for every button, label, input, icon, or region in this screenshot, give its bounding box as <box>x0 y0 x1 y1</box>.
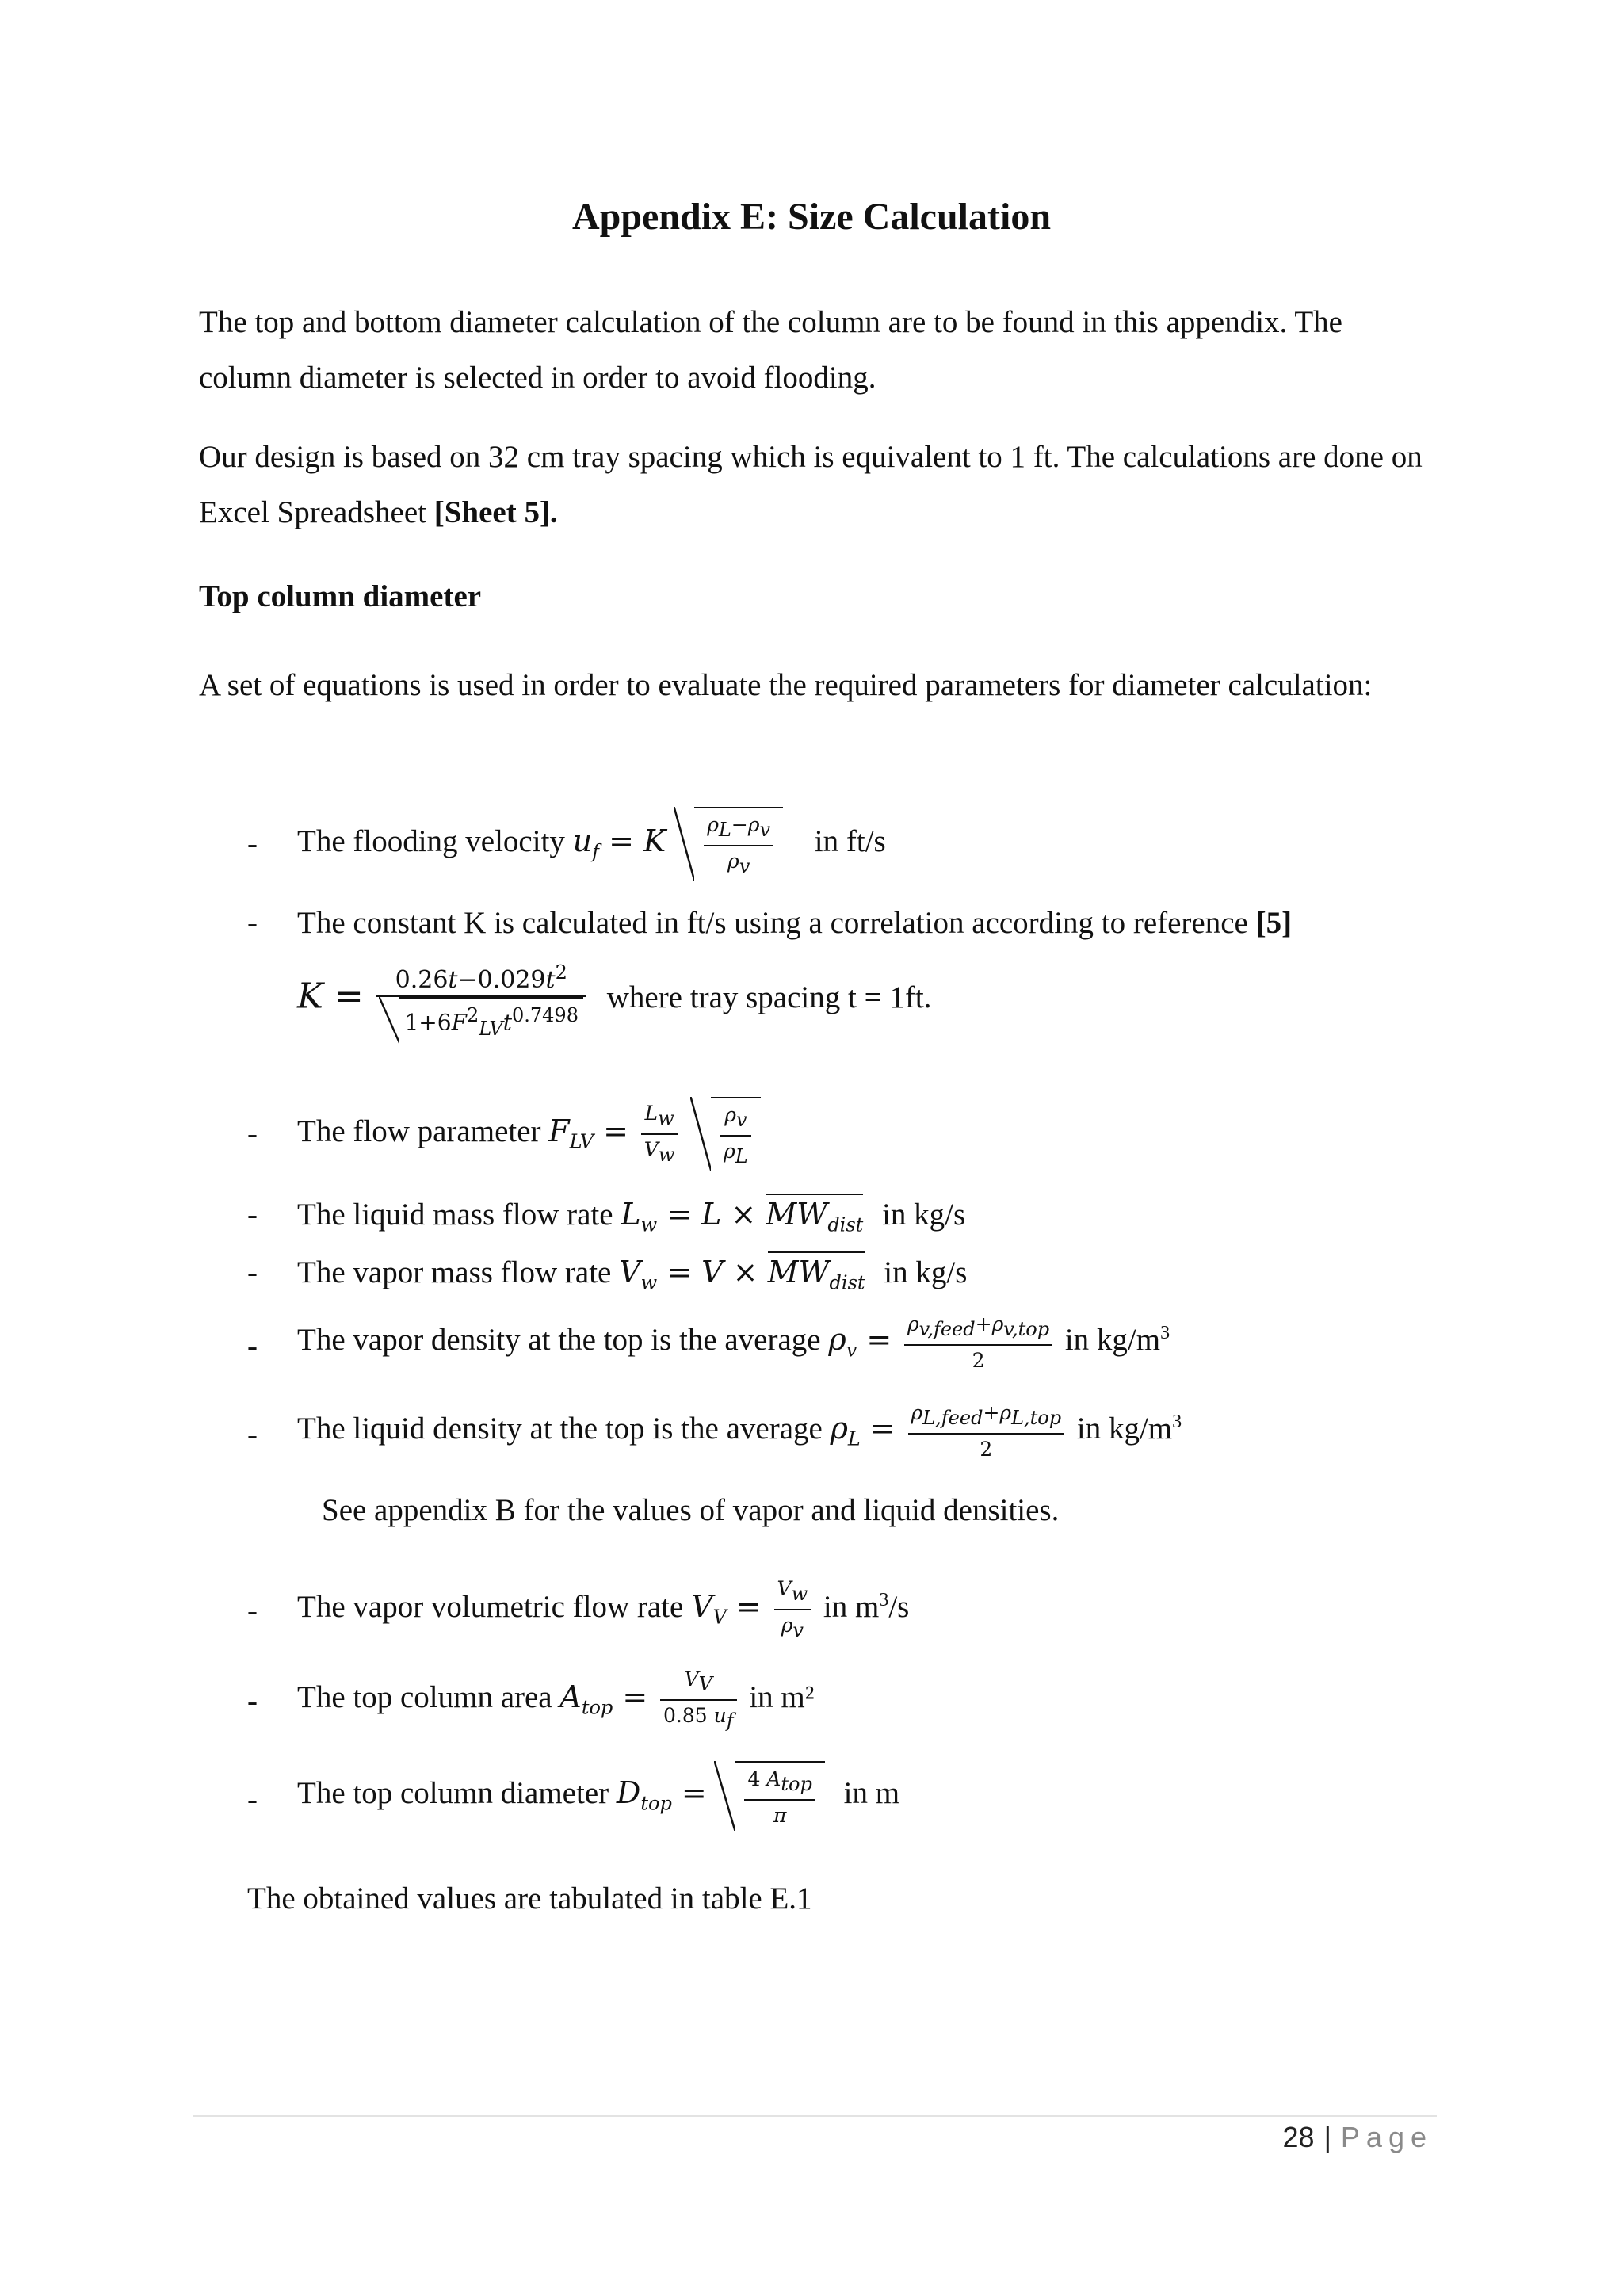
page-title: Appendix E: Size Calculation <box>571 196 1052 238</box>
flooding-velocity-unit: in ft/s <box>814 823 886 858</box>
vapor-mass-flow-label: The vapor mass flow rate <box>297 1255 612 1289</box>
top-diameter-unit: in m <box>843 1775 900 1810</box>
k-formula-note: where tray spacing t = 1ft. <box>606 980 932 1015</box>
vapor-volumetric-line <box>297 1574 909 1645</box>
bullet-dash: - <box>247 1255 258 1289</box>
intro-paragraph-2 <box>199 430 1435 541</box>
equations-intro: A set of equations is used in order to evaluate the required parameters for diameter calculation: <box>199 668 1373 702</box>
bullet-dash: - <box>247 827 258 861</box>
sqrt-symbol: $\frac{4 A_{top}}{\pi}$ <box>714 1761 824 1831</box>
k-fraction: $\frac{0.26t-0.029t^2}{1+6F^2_{LV}t^{0.7498}}$ <box>376 957 586 1044</box>
vapor-mass-flow-unit: in kg/s <box>884 1255 968 1289</box>
bullet-dash: - <box>247 1782 258 1817</box>
bullet-dash: - <box>247 1684 258 1718</box>
liquid-mass-flow-equation: $L_w = L \times MW_{dist}$ <box>621 1197 863 1232</box>
liquid-mass-flow-unit: in kg/s <box>882 1198 966 1232</box>
flooding-velocity-label: The flooding velocity <box>297 823 565 858</box>
vapor-volumetric-fraction: $\frac{V_w}{\rho_v}$ <box>774 1574 812 1645</box>
bullet-dash: - <box>247 1418 258 1452</box>
vapor-volumetric-unit: in $m^3/s$ <box>823 1589 910 1624</box>
top-diameter-line <box>297 1761 899 1831</box>
page-separator: | <box>1323 2121 1331 2153</box>
vapor-volumetric-equation: $V_V$ = <box>691 1588 762 1629</box>
page-number: 28 <box>1282 2121 1315 2153</box>
footer-divider <box>193 2115 1437 2117</box>
sqrt-symbol: $\frac{\rho_v}{\rho_L}$ <box>690 1097 761 1171</box>
liquid-density-unit: in $kg/m^3$ <box>1076 1411 1182 1446</box>
vapor-density-equation: $\rho_v$ = <box>828 1321 892 1362</box>
top-diameter-label: The top column diameter <box>297 1775 609 1810</box>
flooding-velocity-line <box>297 807 886 881</box>
liquid-mass-flow-label: The liquid mass flow rate <box>297 1198 613 1232</box>
vapor-density-label: The vapor density at the top is the average <box>297 1322 821 1357</box>
constant-k-label: The constant K is calculated in ft/s using a correlation according to reference <box>297 906 1256 940</box>
liquid-density-line <box>297 1398 1182 1465</box>
closing-sentence: The obtained values are tabulated in table E.1 <box>247 1881 812 1916</box>
bullet-dash: - <box>247 1594 258 1628</box>
sheet-reference: [Sheet 5]. <box>433 495 558 529</box>
reference-5: [5] <box>1255 906 1293 940</box>
flow-parameter-fraction: $\frac{L_w}{V_w}$ <box>641 1098 678 1170</box>
vapor-mass-flow-line <box>297 1255 967 1294</box>
top-area-unit: in m² <box>749 1679 815 1714</box>
liquid-density-equation: $\rho_L$ = <box>830 1410 896 1450</box>
top-area-equation: $A_{top}$ = <box>559 1679 648 1719</box>
bullet-dash: - <box>247 906 258 940</box>
intro-paragraph-1: The top and bottom diameter calculation of the column are to be found in this appendix. The column diameter is selected in order to avoid flooding. <box>199 305 1342 395</box>
liquid-density-fraction: $\frac{\rho_{L,feed}+\rho_{L,top}}{2}$ <box>908 1398 1065 1465</box>
vapor-density-fraction: $\frac{\rho_{v,feed}+\rho_{v,top}}{2}$ <box>904 1309 1052 1376</box>
liquid-density-label: The liquid density at the top is the average <box>297 1411 823 1446</box>
flow-parameter-equation: $F_{LV}$ = <box>548 1113 628 1153</box>
sqrt-symbol: $\frac{\rho_L-\rho_v}{\rho_v}$ <box>674 807 783 881</box>
page-word: Page <box>1340 2121 1433 2153</box>
intro-paragraph-2-text: Our design is based on 32 cm tray spacing which is equivalent to 1 ft. The calculations are done on Excel Spreadsheet <box>199 440 1423 529</box>
top-area-fraction: $\frac{V_V}{0.85 u_f}$ <box>660 1664 737 1736</box>
section-heading: Top column diameter <box>199 579 482 613</box>
constant-k-line <box>297 905 1292 941</box>
bullet-dash: - <box>247 1117 258 1151</box>
vapor-volumetric-label: The vapor volumetric flow rate <box>297 1589 684 1624</box>
flooding-velocity-equation: $u_f = K$ <box>572 823 666 863</box>
vapor-density-line <box>297 1309 1170 1376</box>
bullet-dash: - <box>247 1198 258 1232</box>
bullet-dash: - <box>247 1329 258 1363</box>
see-appendix-note: See appendix B for the values of vapor and liquid densities. <box>322 1493 1060 1527</box>
top-area-line <box>297 1664 814 1736</box>
flow-parameter-label: The flow parameter <box>297 1114 541 1148</box>
flow-parameter-line <box>297 1097 761 1171</box>
top-diameter-equation: $D_{top}$ = <box>616 1775 707 1815</box>
page-footer <box>1283 2121 1433 2154</box>
vapor-density-unit: in $kg/m^3$ <box>1064 1322 1170 1357</box>
top-area-label: The top column area <box>297 1679 552 1714</box>
k-formula-line <box>297 957 931 1044</box>
vapor-mass-flow-equation: $V_w = V \times MW_{dist}$ <box>619 1255 865 1289</box>
k-symbol: K = <box>297 976 364 1017</box>
liquid-mass-flow-line <box>297 1197 965 1236</box>
